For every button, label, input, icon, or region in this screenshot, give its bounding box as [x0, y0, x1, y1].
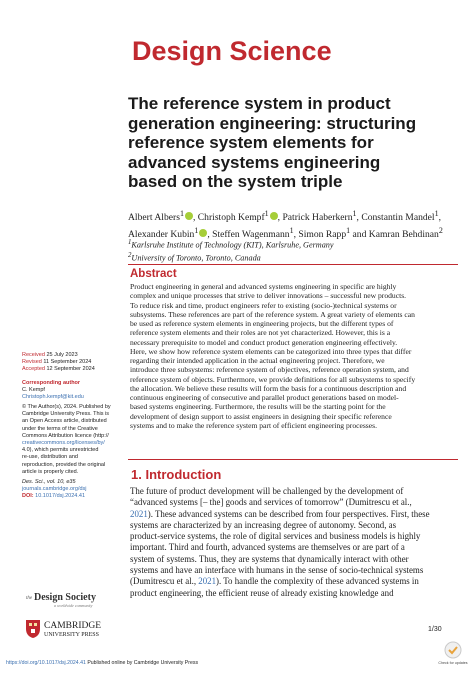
journal-site-link[interactable]: journals.cambridge.org/dsj	[22, 486, 87, 493]
abstract-line: To reduce risk and time, product engineers refer to existing (socio-)technical systems or	[130, 300, 397, 310]
title-line: generation engineering: structuring	[128, 113, 417, 133]
intro-line: The future of product development will be challenged by the development of	[130, 486, 404, 496]
abstract-line: based systems engineering. Furthermore, the results will be the starting point for the	[130, 402, 386, 412]
title-line: based on the system triple	[128, 172, 343, 191]
citation-link[interactable]: 2021	[130, 508, 148, 519]
affil-mark: 1	[346, 225, 351, 235]
separator: ,	[438, 212, 441, 224]
affil-mark: 1	[194, 225, 199, 235]
affil-mark: 1	[289, 225, 294, 235]
divider	[128, 264, 458, 265]
intro-text: ). These advanced systems can be described from four perspectives. First, these	[147, 508, 430, 519]
doi-label: DOI:	[22, 493, 34, 500]
title-line: The reference system in product	[128, 94, 391, 113]
abstract-line: subsystems. These references are part of the reference system. A great variety of elements can	[130, 309, 415, 319]
received-label: Received	[22, 352, 45, 358]
abstract-line: the allocation. We believe these results will form the basis for a continuous description and	[130, 383, 407, 393]
affil-mark: 1	[352, 209, 357, 218]
abstract-line: Product engineering in general and advanced systems engineering in specific are highly	[130, 282, 397, 291]
license-line: reproduction, provided the original	[22, 461, 106, 468]
author-name[interactable]: , Patrick Haberkern	[277, 212, 353, 224]
received-date: 25 July 2023	[46, 352, 78, 358]
footer-published: Published online by Cambridge University Press	[85, 660, 199, 666]
license-link[interactable]: creativecommons.org/licenses/by/	[22, 440, 105, 447]
intro-text: ). To handle the complexity of these advanced systems in	[216, 576, 419, 587]
license-line: Cambridge University Press. This is	[22, 411, 110, 418]
intro-line	[130, 509, 456, 520]
abstract-line: complex and unique processes that strive to deliver innovations – successful new products.	[130, 291, 407, 301]
license-line: article is properly cited.	[22, 468, 79, 475]
page-number: 1/30	[428, 626, 442, 633]
affiliation: $^1$Karlsruhe Institute of Technology (KIT), Karlsruhe, Germany	[128, 239, 334, 250]
design-society-logo	[24, 588, 124, 608]
revised-label: Revised	[22, 359, 42, 366]
license-line: re-use, distribution and	[22, 454, 78, 461]
intro-line: product-service systems, the role of digital services and business models is highly	[130, 531, 421, 542]
ds-logo-name: Design Society	[34, 592, 96, 603]
intro-line: system of systems. Thus, they are systems that dynamically interact with other	[130, 553, 409, 564]
corr-name: C. Kempf	[22, 387, 45, 394]
intro-line: systems and have an interface with humans in the sense of socio-technical systems	[130, 565, 424, 576]
intro-line: product engineering, the efficient reuse of already existing knowledge and	[130, 587, 394, 598]
corr-label: Corresponding author	[22, 380, 81, 386]
abstract-line: necessary prerequisite to model and conduct product generation engineering effectively.	[130, 337, 398, 347]
accepted-label: Accepted	[22, 366, 45, 373]
title-line: reference system elements for	[128, 133, 374, 152]
revised-date: 11 September 2024	[43, 359, 92, 366]
corr-email-link[interactable]: Christoph.kempf@kit.edu	[22, 394, 84, 401]
author-name[interactable]: , Steffen Wagenmann	[207, 228, 290, 240]
abstract-line: reference system elements and their roles are not yet characterized. However, this is a	[130, 328, 391, 338]
citation-link[interactable]: 2021	[198, 576, 217, 587]
journal-reference	[22, 479, 126, 501]
affil-mark: 1	[264, 209, 269, 218]
journal-name: Design Science	[132, 36, 332, 66]
intro-line: systems are characterized by an increasing degree of autonomy. Second, as	[130, 519, 397, 530]
abstract-heading: Abstract	[130, 268, 177, 280]
author-name[interactable]: Albert Albers	[128, 212, 180, 224]
affil-mark: 1	[179, 209, 184, 218]
cambridge-logo	[24, 617, 134, 639]
intro-line: “advanced systems [– the] goods and services of tomorrow” (Dumitrescu et al.,	[130, 497, 412, 508]
divider	[128, 459, 458, 460]
author-name[interactable]: , Christoph Kempf	[192, 212, 265, 224]
author-list	[128, 208, 458, 241]
intro-line	[130, 576, 456, 587]
abstract-line: be used as reference system elements in engineering projects, but the different types of	[130, 319, 394, 328]
cup-line1: CAMBRIDGE	[44, 621, 102, 631]
orcid-icon[interactable]	[270, 212, 278, 220]
license-notice	[22, 404, 126, 476]
license-line: an Open Access article, distributed	[22, 418, 107, 425]
intro-line: important. Third and fourth, advanced systems are themselves or are part of a	[130, 542, 405, 553]
license-line: Commons Attribution licence (http://	[22, 432, 109, 439]
article-title	[128, 94, 458, 192]
doi-link[interactable]: 10.1017/dsj.2024.41	[35, 493, 86, 500]
author-name[interactable]: and Kamran Behdinan	[350, 228, 439, 240]
abstract-line: development of design support to assist engineers in designing their specific reference	[130, 411, 392, 421]
updates-label: Check for updates	[438, 661, 468, 665]
affil-mark: 2	[438, 225, 443, 235]
journal-ref: Des. Sci., vol. 10, e35	[22, 479, 76, 485]
author-name[interactable]: , Constantin Mandel	[356, 212, 435, 224]
license-line: © The Author(s), 2024. Published by	[22, 404, 111, 410]
abstract-body	[130, 282, 456, 430]
abstract-line: introduce three subsystems: reference system of objectives, reference operation system, and	[130, 365, 409, 375]
abstract-line: systems and to make the reference system part of efficient engineering processes.	[130, 420, 377, 430]
abstract-line: continuous engineering of consecutive and parallel product generations based on model-	[130, 393, 399, 402]
check-for-updates-badge[interactable]	[440, 640, 466, 670]
author-name[interactable]: Alexander Kubin	[128, 228, 195, 240]
orcid-icon[interactable]	[185, 212, 193, 220]
license-line: 4.0), which permits unrestricted	[22, 447, 99, 454]
ds-logo-the: the	[26, 596, 33, 601]
footer-doi-link[interactable]: https://doi.org/10.1017/dsj.2024.41	[6, 660, 86, 666]
abstract-line: regarding their intended application in the actual engineering project. Therefore, we	[130, 356, 385, 365]
license-line: under the terms of the Creative	[22, 425, 98, 432]
corresponding-author	[22, 380, 126, 402]
article-history	[22, 352, 126, 374]
abstract-line: reference system of objects. Furthermore, we provide definitions for all subsystems to specify	[130, 374, 416, 384]
cup-line2: UNIVERSITY PRESS	[44, 632, 99, 638]
introduction-body	[130, 486, 456, 599]
affiliation: $^2$University of Toronto, Toronto, Canada	[128, 252, 261, 263]
accepted-date: 12 September 2024	[46, 366, 95, 373]
footer	[6, 660, 198, 666]
intro-text: (Dumitrescu et al.,	[130, 576, 199, 587]
author-name[interactable]: , Simon Rapp	[293, 228, 347, 240]
section-heading: 1. Introduction	[131, 467, 222, 482]
title-line: advanced systems engineering	[128, 152, 381, 172]
abstract-line: Here, we show how reference system elements can be categorized into three types that differ	[130, 346, 412, 356]
affiliations	[128, 238, 334, 264]
affil-mark: 1	[434, 209, 439, 218]
ds-logo-tagline: a worldwide community	[54, 603, 93, 608]
